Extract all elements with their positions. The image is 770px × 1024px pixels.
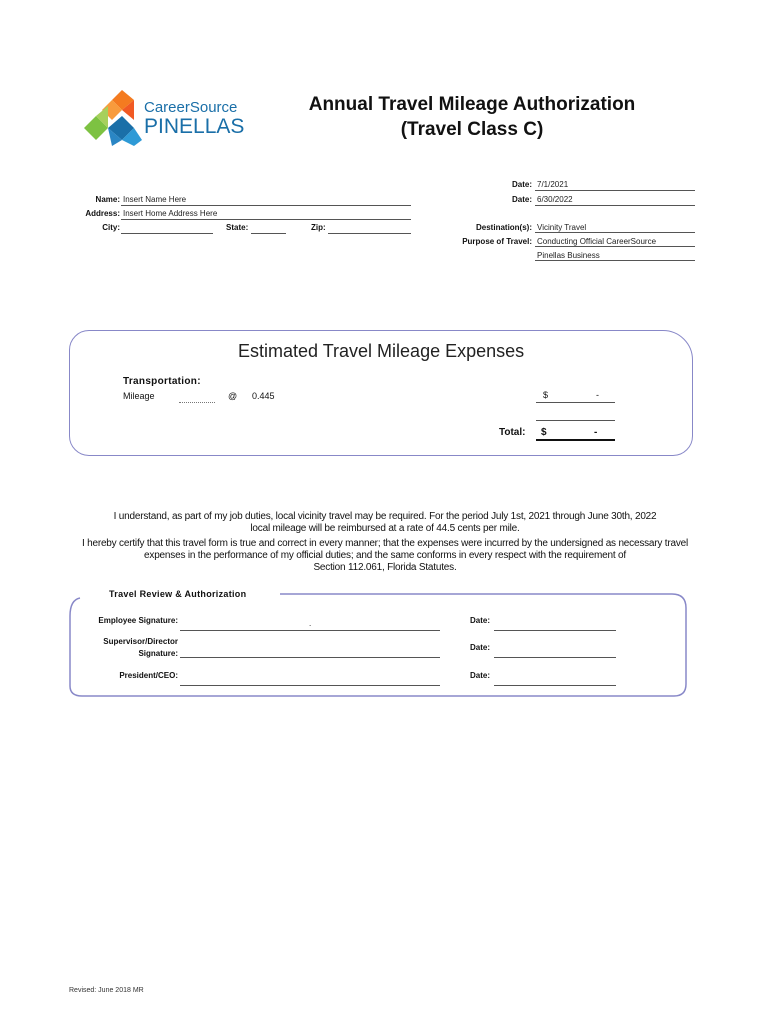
president-date-line[interactable] [494, 685, 616, 686]
destination-value[interactable]: Vicinity Travel [537, 223, 587, 232]
mileage-currency: $ [543, 390, 549, 400]
subtotal-line [536, 420, 615, 421]
mileage-amount-line [536, 402, 615, 403]
address-value[interactable]: Insert Home Address Here [123, 209, 218, 218]
total-label: Total: [499, 427, 526, 438]
employee-mark: . [309, 619, 312, 628]
logo-text-line1: CareerSource [144, 99, 238, 116]
date1-value[interactable]: 7/1/2021 [537, 180, 569, 189]
employee-date-label: Date: [469, 616, 490, 625]
purpose-line2 [535, 260, 695, 261]
rate-value: 0.445 [252, 391, 275, 401]
total-line [536, 439, 615, 441]
statement-para1-line1: I understand, as part of my job duties, local vicinity travel may be required. For the period July 1st, 2021 through June 30th, 2022 [113, 511, 657, 522]
state-line[interactable] [251, 233, 286, 234]
mileage-amount: - [596, 390, 599, 400]
destination-label: Destination(s): [476, 223, 532, 232]
revised-footer: Revised: June 2018 MR [69, 987, 144, 994]
date2-value[interactable]: 6/30/2022 [537, 195, 573, 204]
date1-line [535, 190, 695, 191]
name-label: Name: [95, 195, 120, 204]
statement-para2-line3: Section 112.061, Florida Statutes. [313, 562, 457, 573]
purpose-label: Purpose of Travel: [462, 237, 532, 246]
city-line[interactable] [121, 233, 213, 234]
supervisor-label-line1: Supervisor/Director [103, 637, 178, 646]
name-value[interactable]: Insert Name Here [123, 195, 187, 204]
total-currency: $ [541, 427, 547, 438]
statement-paragraph-1 [60, 511, 710, 535]
zip-line[interactable] [328, 233, 411, 234]
supervisor-label-line2: Signature: [138, 649, 178, 658]
transportation-label: Transportation: [123, 376, 201, 387]
supervisor-date-line[interactable] [494, 657, 616, 658]
address-label: Address: [85, 209, 120, 218]
purpose-value-line2[interactable]: Pinellas Business [537, 251, 600, 260]
statement-para2-line1: I hereby certify that this travel form is true and correct in every manner; that the expenses were incurred by the undersigned as necessary travel [81, 538, 689, 549]
employee-signature-label: Employee Signature: [98, 616, 178, 625]
page-title [282, 92, 662, 142]
statement-para2-line2: expenses in the performance of my official duties; and the same conforms in every respect with the requirement of [144, 550, 626, 561]
destination-line [535, 232, 695, 233]
mileage-label: Mileage [123, 391, 155, 401]
at-symbol: @ [228, 391, 238, 401]
statement-para1-line2: local mileage will be reimbursed at a rate of 44.5 cents per mile. [250, 523, 520, 534]
city-label: City: [102, 223, 120, 232]
statement-paragraph-2 [60, 538, 710, 574]
date1-label: Date: [511, 180, 532, 189]
president-label: President/CEO: [119, 671, 178, 680]
president-date-label: Date: [469, 671, 490, 680]
review-heading: Travel Review & Authorization [109, 589, 247, 599]
company-logo [82, 88, 252, 148]
title-line2: (Travel Class C) [400, 119, 544, 140]
address-line [121, 219, 411, 220]
total-amount: - [594, 427, 598, 438]
employee-signature-line[interactable] [180, 630, 440, 631]
state-label: State: [226, 223, 249, 232]
mileage-input-line[interactable] [179, 402, 215, 403]
date2-line [535, 205, 695, 206]
logo-mark-icon [82, 88, 144, 148]
title-line1: Annual Travel Mileage Authorization [308, 94, 636, 115]
supervisor-signature-line[interactable] [180, 657, 440, 658]
zip-label: Zip: [311, 223, 326, 232]
date2-label: Date: [511, 195, 532, 204]
purpose-line1 [535, 246, 695, 247]
expenses-heading: Estimated Travel Mileage Expenses [238, 341, 525, 361]
logo-text-line2: PINELLAS [144, 115, 245, 138]
name-line [121, 205, 411, 206]
supervisor-date-label: Date: [469, 643, 490, 652]
employee-date-line[interactable] [494, 630, 616, 631]
president-signature-line[interactable] [180, 685, 440, 686]
purpose-value-line1[interactable]: Conducting Official CareerSource [537, 237, 657, 246]
